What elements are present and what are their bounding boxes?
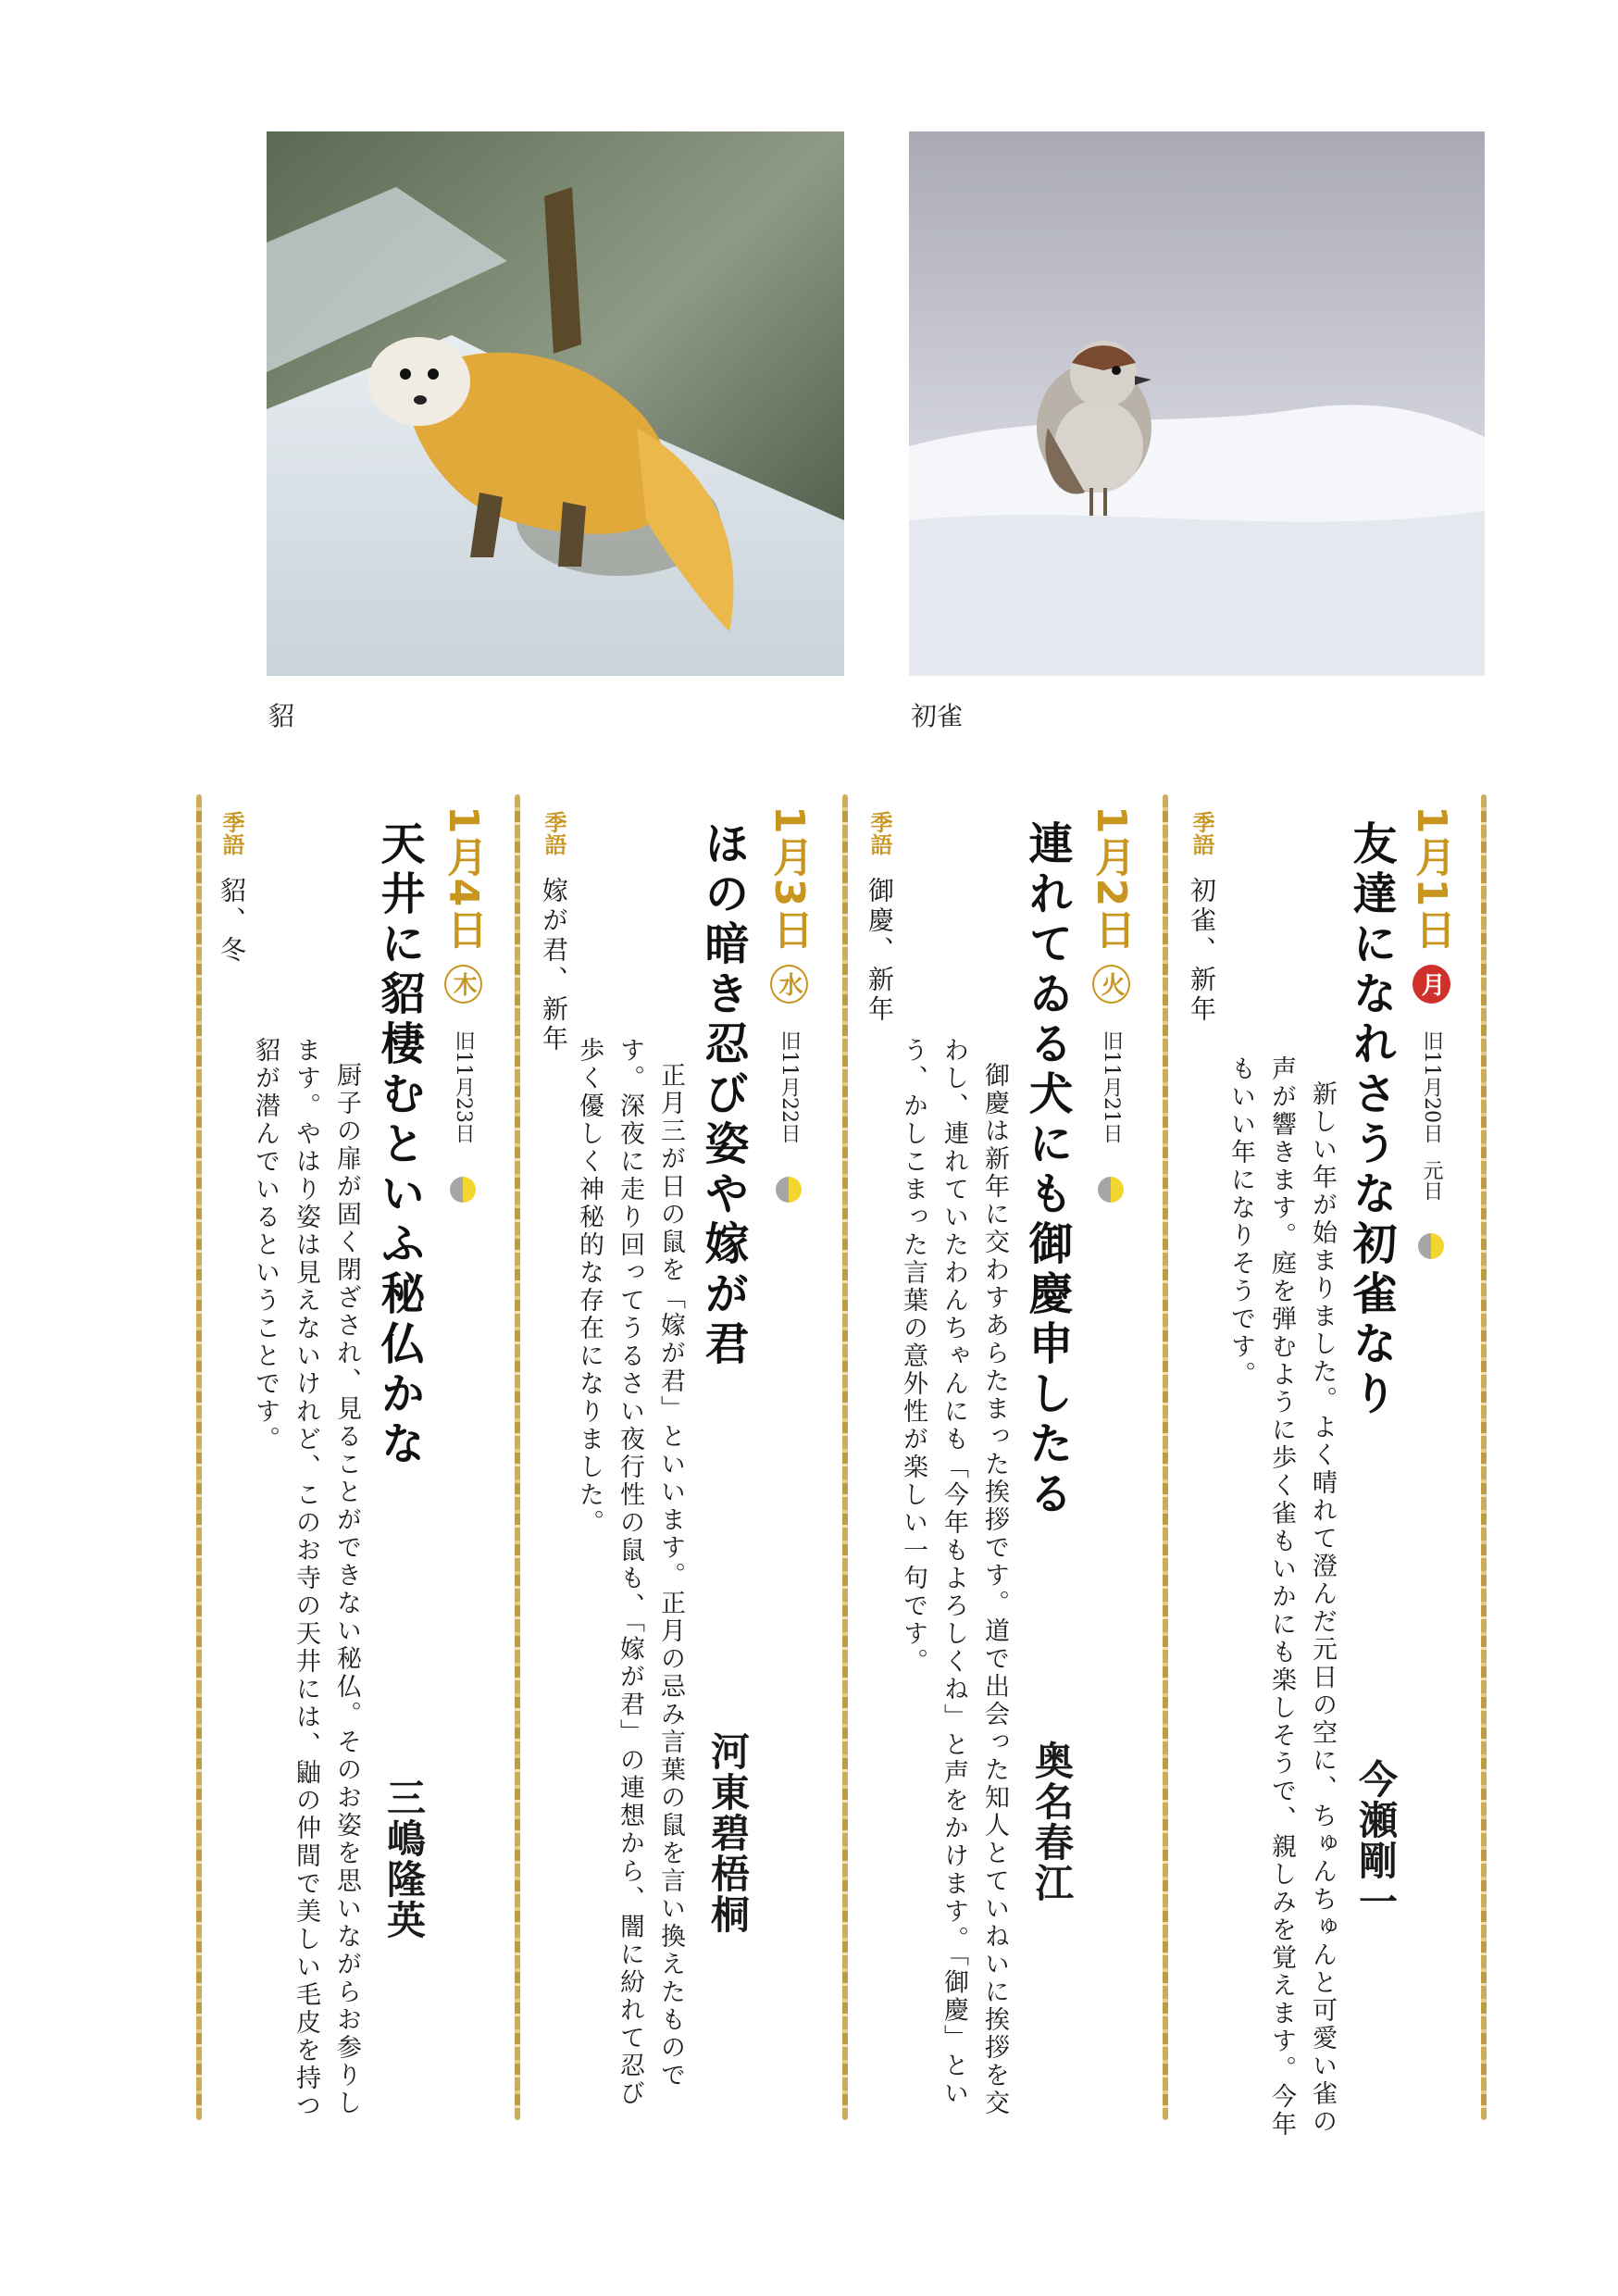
weekday-badge: 火 <box>1092 965 1130 1004</box>
moon-phase-icon <box>1418 1233 1444 1259</box>
moon-phase-icon <box>1098 1177 1124 1203</box>
author-name: 三嶋隆英 <box>381 1778 427 1940</box>
commentary: 正月三が日の鼠を「嫁が君」といいます。正月の忌み言葉の鼠を言い換えたものです。深夜に走り回ってうるさい夜行性の鼠も、「嫁が君」の連想から、闇に紛れて忍び歩く優しく神秘的な存在になりました。 <box>575 1037 685 2108</box>
kigo-label: 季語 <box>218 811 244 855</box>
moon-phase-icon <box>776 1177 802 1203</box>
date-column <box>759 805 818 1203</box>
lunar-date: 旧11月21日 <box>1100 1030 1123 1144</box>
haiku: 連れてゐる犬にも御慶申したる <box>1021 820 1073 1520</box>
lunar-date: 旧11月22日 <box>778 1030 801 1144</box>
lunar-date: 旧11月20日 <box>1420 1030 1443 1144</box>
haiku: 天井に貂棲むといふ秘仏かな <box>373 820 425 1470</box>
commentary: 新しい年が始まりました。よく晴れて澄んだ元日の空に、ちゅんちゅんと可愛い雀の声が響きます。庭を弾むように歩く雀もいかにも楽しそうで、親しみを覚えます。今年もいい年になりそうです。 <box>1226 1055 1337 2139</box>
kigo-words: 初雀、新年 <box>1187 877 1217 1026</box>
entry-jan-3 <box>520 805 842 2108</box>
haiku-author <box>1348 1759 1403 1922</box>
author-name: 今瀬剛一 <box>1353 1759 1399 1922</box>
kigo-label: 季語 <box>866 811 892 855</box>
kigo-column <box>535 811 572 1054</box>
sparrow-photo <box>909 131 1485 676</box>
kigo-words: 貂、冬 <box>217 877 247 967</box>
haiku-author <box>700 1731 755 1935</box>
haiku: 友達になれさうな初雀なり <box>1345 820 1397 1420</box>
haiku-author <box>376 1778 431 1940</box>
author-name: 河東碧梧桐 <box>705 1731 751 1935</box>
photo-caption-sparrow: 初雀 <box>911 701 964 731</box>
date-column <box>433 805 492 1203</box>
date-label: 1月1日 <box>1408 805 1455 952</box>
weekday-badge: 水 <box>770 965 808 1004</box>
weekday-badge: 木 <box>444 965 482 1004</box>
kigo-words: 御慶、新年 <box>865 877 895 1026</box>
date-label: 1月3日 <box>765 805 813 952</box>
photo-caption-marten: 貂 <box>268 701 295 731</box>
kigo-label: 季語 <box>1189 811 1214 855</box>
holiday-note: 元日 <box>1420 1159 1443 1201</box>
kigo-column <box>213 811 250 966</box>
date-column <box>1081 805 1140 1203</box>
commentary: 厨子の扉が固く閉ざされ、見ることができない秘仏。そのお姿を思いながらお参りします。やはり姿は見えないけれど、このお寺の天井には、鼬の仲間で美しい毛皮を持つ貂が潜んでいるということです。 <box>251 1037 361 2120</box>
moon-phase-icon <box>450 1177 476 1203</box>
entry-jan-4 <box>200 805 515 2120</box>
kigo-column <box>1183 811 1220 1025</box>
kigo-words: 嫁が君、新年 <box>539 877 569 1055</box>
entry-jan-2 <box>846 805 1163 2117</box>
author-name: 奥名春江 <box>1029 1741 1075 1903</box>
date-label: 1月4日 <box>440 805 487 952</box>
haiku: ほの暗き忍び姿や嫁が君 <box>697 820 749 1370</box>
entry-jan-1 <box>1168 805 1481 2139</box>
commentary: 御慶は新年に交わすあらたまった挨拶です。道で出会った知人とていねいに挨拶を交わし、連れていたわんちゃんにも「今年もよろしくね」と声をかけます。「御慶」という、かしこまった言葉の意外性が楽しい一句です。 <box>899 1037 1009 2117</box>
marten-photo <box>267 131 844 676</box>
kigo-column <box>861 811 898 1025</box>
divider-rule <box>1481 794 1487 2120</box>
date-column <box>1401 805 1461 1259</box>
lunar-date: 旧11月23日 <box>452 1030 475 1144</box>
weekday-badge: 月 <box>1413 965 1450 1004</box>
kigo-label: 季語 <box>541 811 566 855</box>
haiku-author <box>1024 1741 1079 1903</box>
date-label: 1月2日 <box>1088 805 1135 952</box>
